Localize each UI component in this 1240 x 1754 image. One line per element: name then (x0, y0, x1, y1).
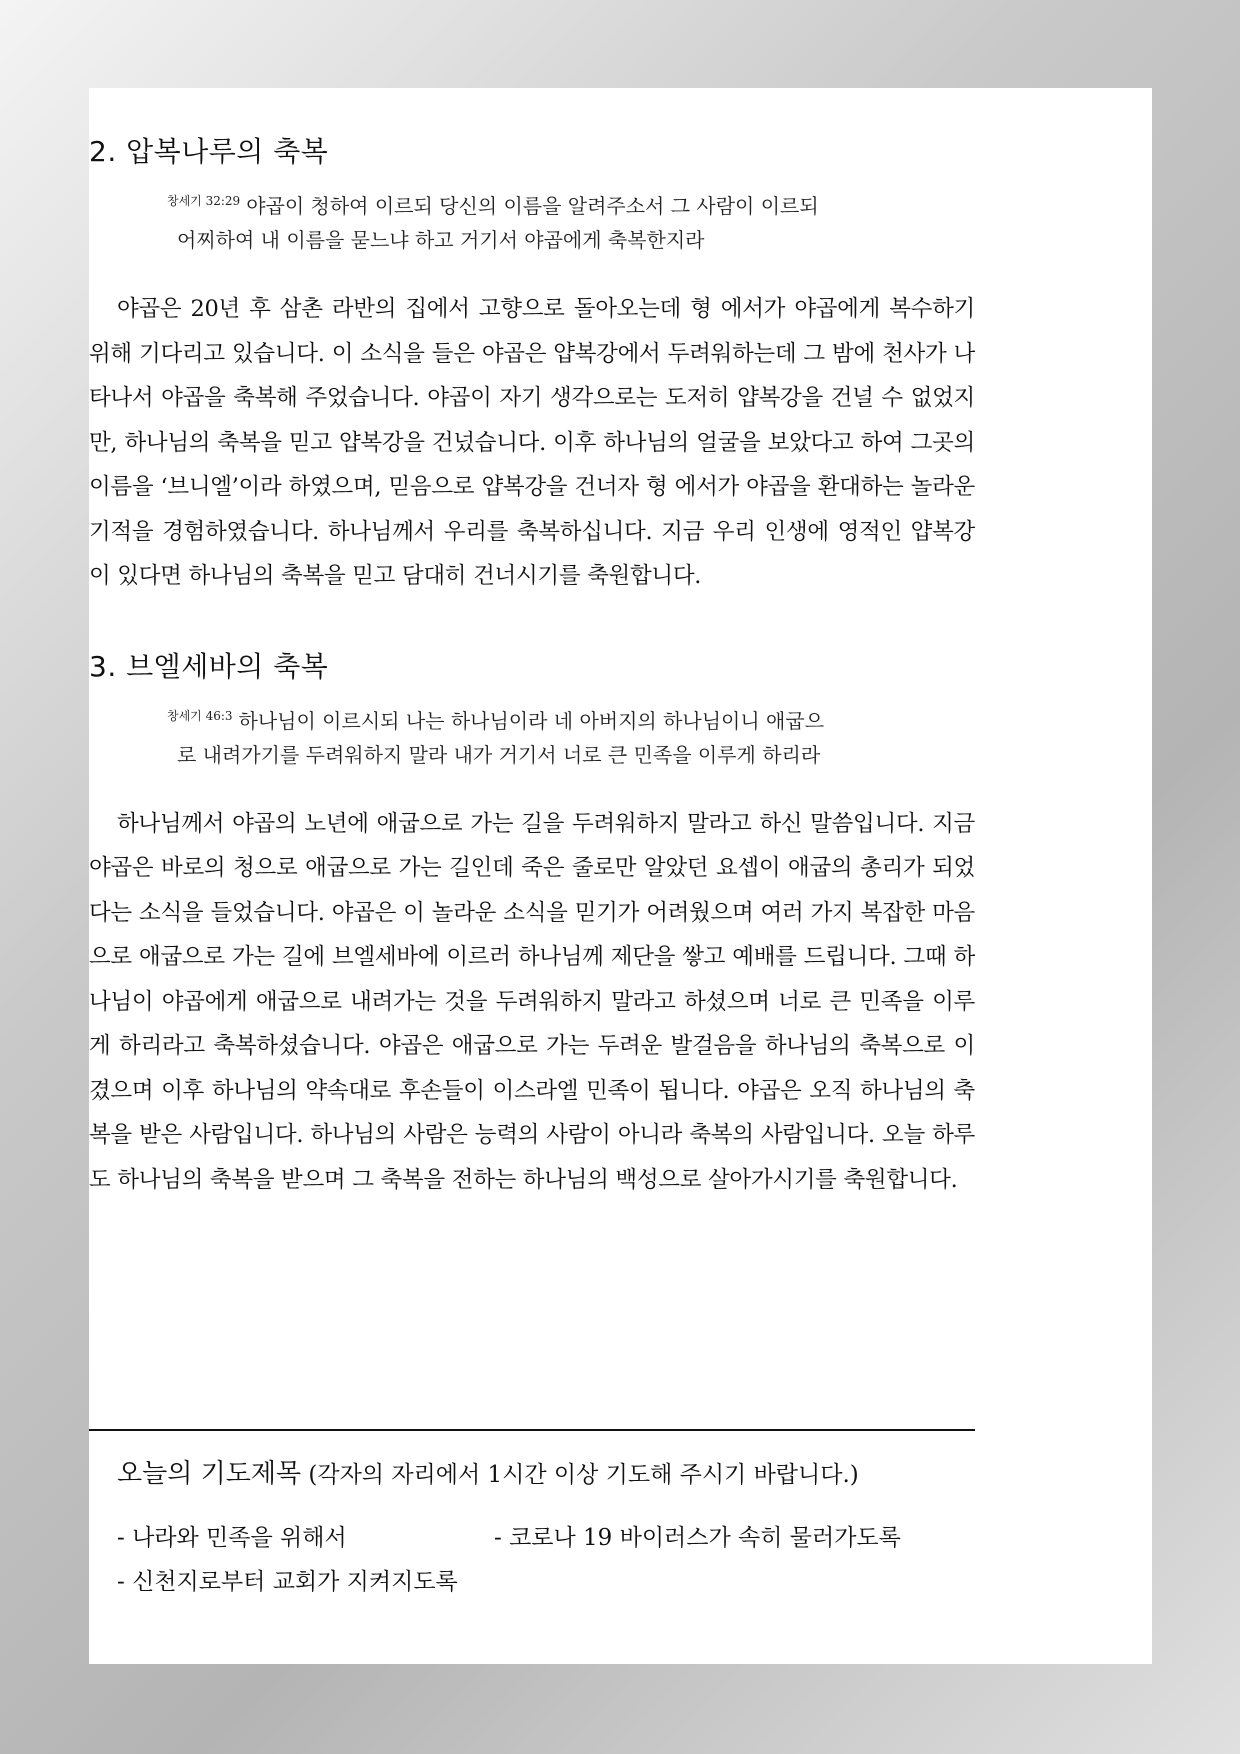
document-content (89, 130, 975, 1202)
prayer-section (89, 1429, 975, 1600)
verse-text-line: 야곱이 청하여 이르되 당신의 이름을 알려주소서 그 사람이 이르되 (246, 194, 819, 218)
section-title: 3. 브엘세바의 축복 (89, 649, 329, 683)
prayer-item: - 신천지로부터 교회가 지켜지도록 (117, 1569, 458, 1595)
scripture-verse (89, 699, 975, 772)
prayer-item: - 코로나 19 바이러스가 속히 물러가도록 (494, 1525, 901, 1551)
prayer-heading (117, 1453, 975, 1490)
scripture-verse (89, 184, 975, 257)
verse-reference: 창세기 32:29 (167, 194, 241, 208)
body-paragraph: 하나님께서 야곱의 노년에 애굽으로 가는 길을 두려워하지 말라고 하신 말씀입니다. 지금 야곱은 바로의 청으로 애굽으로 가는 길인데 죽은 줄로만 알았던 요셉이 애굽의 총리가 되었다는 소식을 들었습니다. 야곱은 이 놀라운 소식을 믿기가 어려웠으며 여러 가지 복잡한 마음으로 애굽으로 가는 길에 브엘세바에 이르러 하나님께 제단을 쌓고 예배를 드립니다. 그때 하나님이 야곱에게 애굽으로 내려가는 것을 두려워하지 말라고 하셨으며 너로 큰 민족을 이루게 하리라고 축복하셨습니다. 야곱은 애굽으로 가는 두려운 발걸음을 하나님의 축복으로 이겼으며 이후 하나님의 약속대로 후손들이 이스라엘 민족이 됩니다. 야곱은 오직 하나님의 축복을 받은 사람입니다. 하나님의 사람은 능력의 사람이 아니라 축복의 사람입니다. 오늘 하루도 하나님의 축복을 받으며 그 축복을 전하는 하나님의 백성으로 살아가시기를 축원합니다. (89, 810, 975, 1193)
prayer-list (117, 1520, 975, 1600)
section-title: 2. 압복나루의 축복 (89, 135, 329, 168)
verse-text-line: 로 내려가기를 두려워하지 말라 내가 거기서 너로 큰 민족을 이루게 하리라 (177, 742, 821, 767)
prayer-note: (각자의 자리에서 1시간 이상 기도해 주시기 바랍니다.) (308, 1462, 859, 1488)
verse-reference: 창세기 46:3 (167, 708, 233, 723)
prayer-item: - 나라와 민족을 위해서 (117, 1525, 347, 1551)
body-paragraph: 야곱은 20년 후 삼촌 라반의 집에서 고향으로 돌아오는데 형 에서가 야곱에게 복수하기 위해 기다리고 있습니다. 이 소식을 들은 야곱은 얍복강에서 두려워하는데 그 밤에 천사가 나타나서 야곱을 축복해 주었습니다. 야곱이 자기 생각으로는 도저히 얍복강을 건널 수 없었지만, 하나님의 축복을 믿고 얍복강을 건넜습니다. 이후 하나님의 얼굴을 보았다고 하여 그곳의 이름을 ‘브니엘’이라 하였으며, 믿음으로 얍복강을 건너자 형 에서가 야곱을 환대하는 놀라운 기적을 경험하였습니다. 하나님께서 우리를 축복하십니다. 지금 우리 인생에 영적인 얍복강이 있다면 하나님의 축복을 믿고 담대히 건너시기를 축원합니다. (89, 296, 975, 589)
verse-text-line: 하나님이 이르시되 나는 하나님이라 네 아버지의 하나님이니 애굽으 (238, 708, 825, 733)
prayer-title: 오늘의 기도제목 (117, 1459, 302, 1489)
verse-text-line: 어찌하여 내 이름을 묻느냐 하고 거기서 야곱에게 축복한지라 (177, 228, 705, 252)
